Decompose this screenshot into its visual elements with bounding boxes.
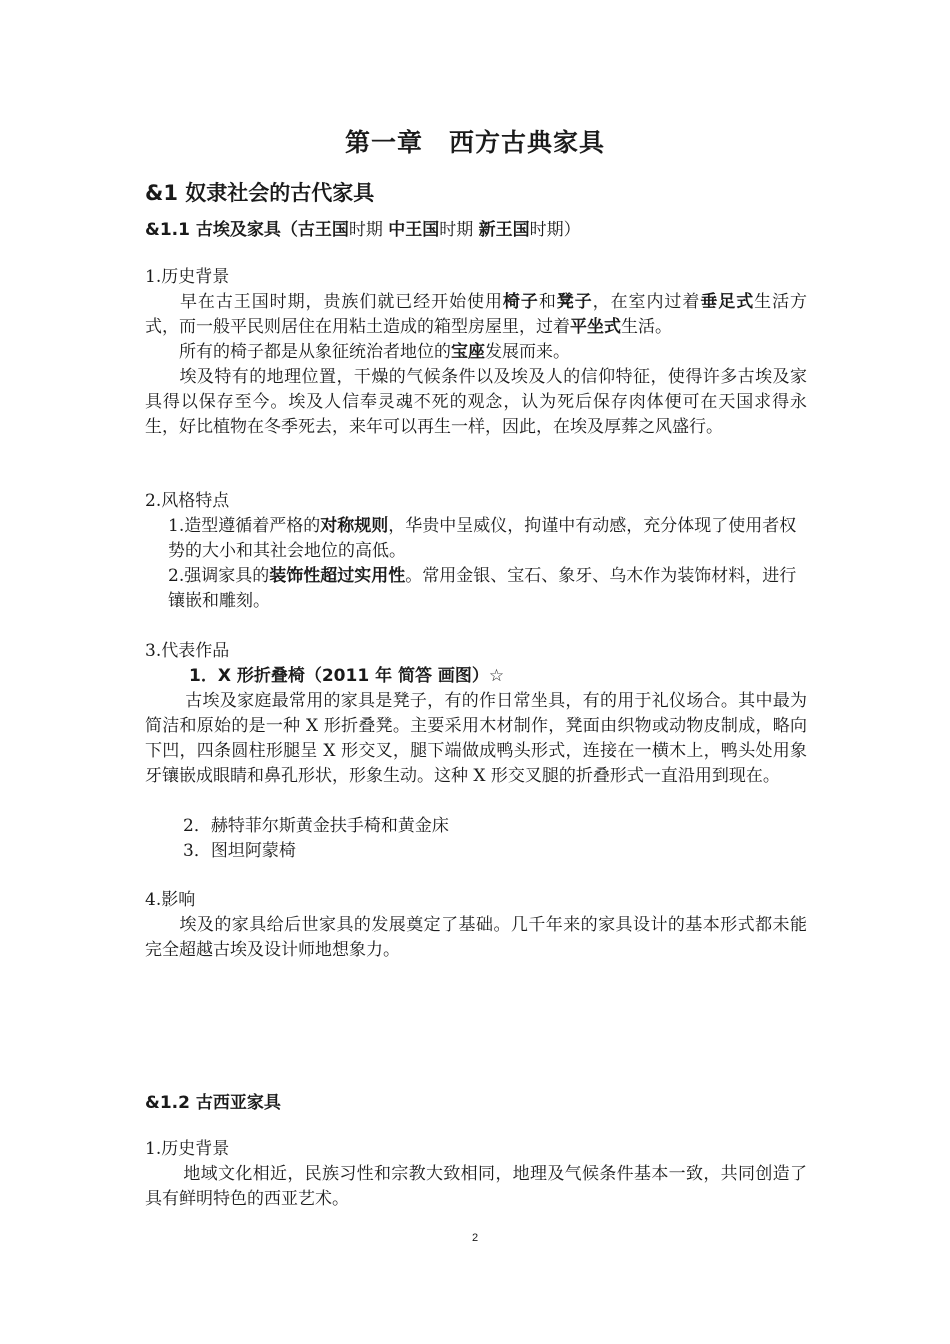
text: 早在古王国时期，贵族们就已经开始使用 (179, 292, 503, 312)
period-suffix: 时期 (348, 220, 389, 240)
text: 地域文化相近，民族习性和宗教大致相同，地理及气候条件基本一致，共同创造了具有鲜明特色的西亚艺术。 (145, 1164, 807, 1209)
subsection-title-egypt (145, 215, 581, 240)
history-heading: 1.历史背景 (145, 267, 230, 287)
keyword-symmetry: 对称规则 (320, 516, 389, 536)
chapter-title: 第一章 西方古典家具 (344, 128, 605, 157)
work-2: 2．赫特菲尔斯黄金扶手椅和黄金床 (183, 816, 449, 836)
work-3: 3．图坦阿蒙椅 (183, 841, 296, 861)
influence-heading: 4.影响 (145, 890, 196, 910)
keyword-throne: 宝座 (451, 342, 485, 362)
work-1-title: 1．X 形折叠椅（2011 年 简答 画图）☆ (189, 666, 505, 686)
text: 。常用金银、宝石、象牙、乌木作为装饰材料，进行镶嵌和雕刻。 (168, 566, 797, 611)
period-suffix: 时期 (439, 220, 479, 240)
item-number: 1. (168, 516, 185, 536)
section-title: &1 奴隶社会的古代家具 (145, 181, 375, 205)
text: 古埃及家庭最常用的家具是凳子，有的作日常坐具，有的用于礼仪场合。其中最为简洁和原始的是一种 X 形折叠凳。主要采用木材制作，凳面由织物或动物皮制成，略向下凹，四条圆柱形腿呈 X 形交叉，腿下端做成鸭头形式，连接在一横木上，鸭头处用象牙镶嵌成眼睛和鼻孔形状，形象生动。这种 X 形交叉腿的折叠形式一直沿用到现在。 (145, 691, 807, 786)
text: 造型遵循着严格的 (184, 516, 321, 536)
style-item-1 (168, 514, 808, 564)
works-heading: 3.代表作品 (145, 641, 230, 661)
text: 生活方式，而一般平民则居住在用粘土造成的箱型房屋里，过着 (145, 292, 808, 337)
history-paragraph-3 (145, 365, 807, 440)
style-item-2 (168, 564, 808, 614)
period-middle-kingdom: 中王国 (388, 220, 440, 240)
period-suffix: 时期） (529, 220, 581, 240)
subsection-prefix: &1.1 古埃及家具（ (145, 220, 298, 240)
text: 所有的椅子都是从象征统治者地位的 (179, 342, 451, 362)
work-1-description (145, 689, 807, 789)
keyword-seated-style: 垂足式 (700, 292, 755, 312)
page-number: 2 (471, 1232, 479, 1244)
text: 埃及特有的地理位置，干燥的气候条件以及埃及人的信仰特征，使得许多古埃及家具得以保存至今。埃及人信奉灵魂不死的观念，认为死后保存肉体便可在天国求得永生，好比植物在冬季死去，来年可以再生一样，因此，在埃及厚葬之风盛行。 (145, 367, 807, 437)
history-paragraph-2 (145, 340, 807, 365)
keyword-floor-style: 平坐式 (570, 317, 621, 337)
history-paragraph-1 (145, 290, 807, 340)
keyword-stool: 凳子 (556, 292, 593, 312)
west-asia-history-heading: 1.历史背景 (145, 1139, 230, 1159)
period-old-kingdom: 古王国 (297, 220, 349, 240)
influence-paragraph (145, 913, 807, 963)
style-heading: 2.风格特点 (145, 491, 230, 511)
west-asia-paragraph (145, 1162, 807, 1212)
keyword-decoration: 装饰性超过实用性 (269, 566, 406, 586)
text: ，华贵中呈威仪，拘谨中有动感，充分体现了使用者权势的大小和其社会地位的高低。 (168, 516, 797, 561)
text: 和 (538, 292, 557, 312)
item-number: 2. (168, 566, 185, 586)
text: ，在室内过着 (592, 292, 701, 312)
subsection-title-west-asia: &1.2 古西亚家具 (145, 1093, 281, 1113)
text: 强调家具的 (184, 566, 270, 586)
text: 埃及的家具给后世家具的发展奠定了基础。几千年来的家具设计的基本形式都未能完全超越古埃及设计师地想象力。 (145, 915, 807, 960)
period-new-kingdom: 新王国 (478, 220, 530, 240)
text: 生活。 (621, 317, 672, 337)
keyword-chair: 椅子 (502, 292, 539, 312)
text: 发展而来。 (485, 342, 570, 362)
